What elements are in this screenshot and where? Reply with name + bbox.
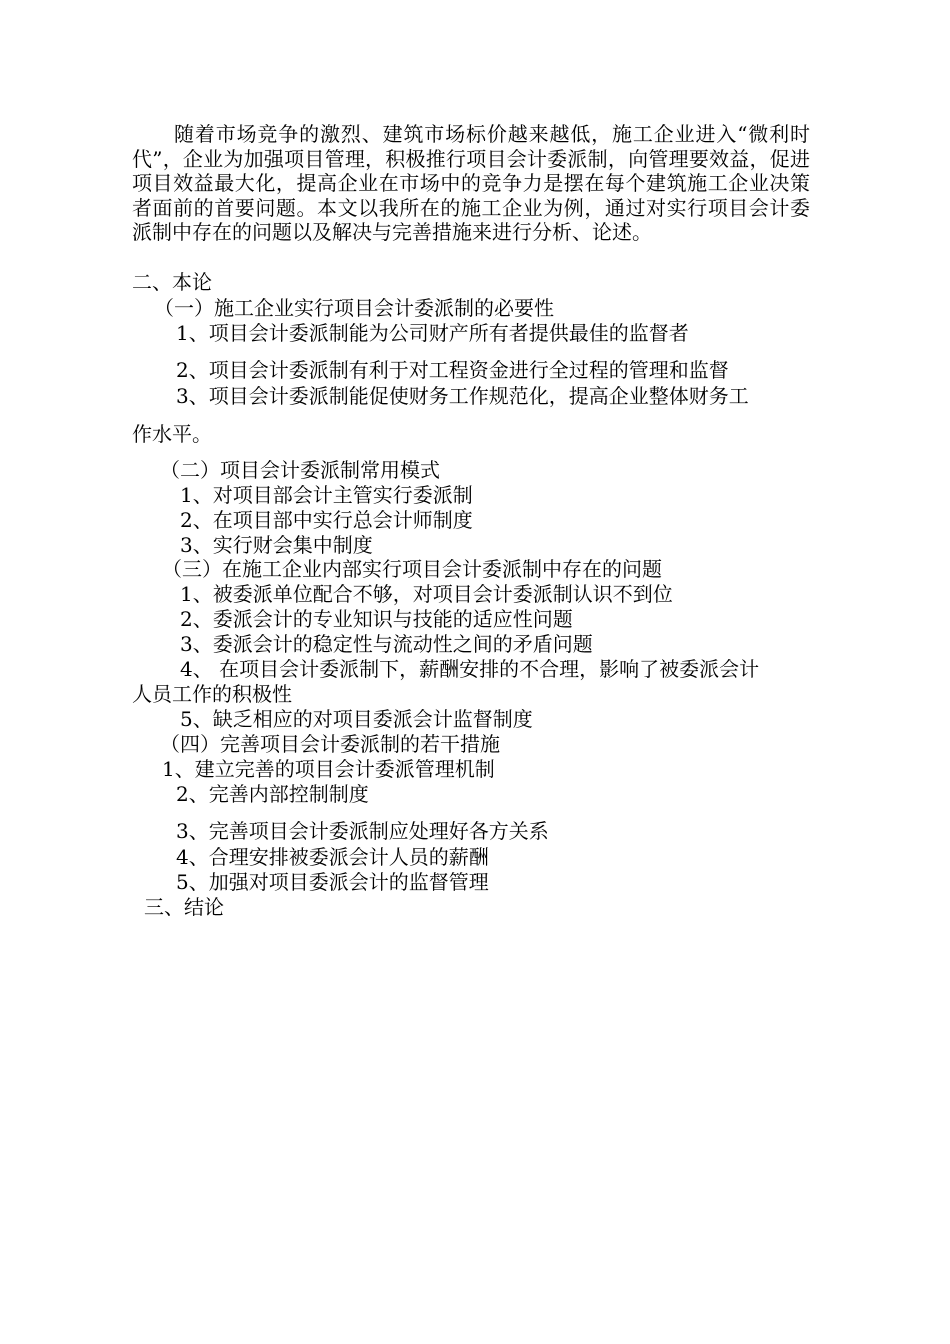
intro-paragraph: 随着市场竞争的激烈、建筑市场标价越来越低，施工企业进入“微利时代”，企业为加强项目管理，积极推行项目会计委派制，向管理要效益，促进项目效益最大化，提高企业在市场中的竞争力是摆在每个建筑施工企业决策者面前的首要问题。本文以我所在的施工企业为例，通过对实行项目会计委派制中存在的问题以及解决与完善措施来进行分析、论述。 [132,122,810,245]
part-3-item-4-line-2: 人员工作的积极性 [132,682,292,706]
part-2-item-2: 2、在项目部中实行总会计师制度 [180,508,473,532]
part-1-heading: （一）施工企业实行项目会计委派制的必要性 [154,296,554,320]
part-4-item-2: 2、完善内部控制制度 [176,782,369,806]
part-1-item-3-line-2: 作水平。 [132,422,212,446]
part-3-item-4-line-1: 4、 在项目会计委派制下，薪酬安排的不合理，影响了被委派会计 [180,657,760,681]
part-4-item-3: 3、完善项目会计委派制应处理好各方关系 [176,819,549,843]
part-3-heading: （三）在施工企业内部实行项目会计委派制中存在的问题 [162,557,662,581]
section-2-heading: 二、本论 [132,270,212,294]
part-1-item-1: 1、项目会计委派制能为公司财产所有者提供最佳的监督者 [176,321,689,345]
part-3-item-5: 5、缺乏相应的对项目委派会计监督制度 [180,707,533,731]
part-1-item-3-line-1: 3、项目会计委派制能促使财务工作规范化，提高企业整体财务工 [176,384,749,408]
part-2-item-3: 3、实行财会集中制度 [180,533,373,557]
part-4-item-5: 5、加强对项目委派会计的监督管理 [176,870,489,894]
part-3-item-2: 2、委派会计的专业知识与技能的适应性问题 [180,607,573,631]
part-4-item-4: 4、合理安排被委派会计人员的薪酬 [176,845,489,869]
part-2-heading: （二）项目会计委派制常用模式 [160,458,440,482]
part-3-item-1: 1、被委派单位配合不够，对项目会计委派制认识不到位 [180,582,673,606]
part-4-item-1: 1、建立完善的项目会计委派管理机制 [162,757,495,781]
section-3-heading: 三、结论 [144,895,224,919]
part-4-heading: （四）完善项目会计委派制的若干措施 [160,732,500,756]
part-3-item-3: 3、委派会计的稳定性与流动性之间的矛盾问题 [180,632,593,656]
part-1-item-2: 2、项目会计委派制有利于对工程资金进行全过程的管理和监督 [176,358,729,382]
part-2-item-1: 1、对项目部会计主管实行委派制 [180,483,473,507]
